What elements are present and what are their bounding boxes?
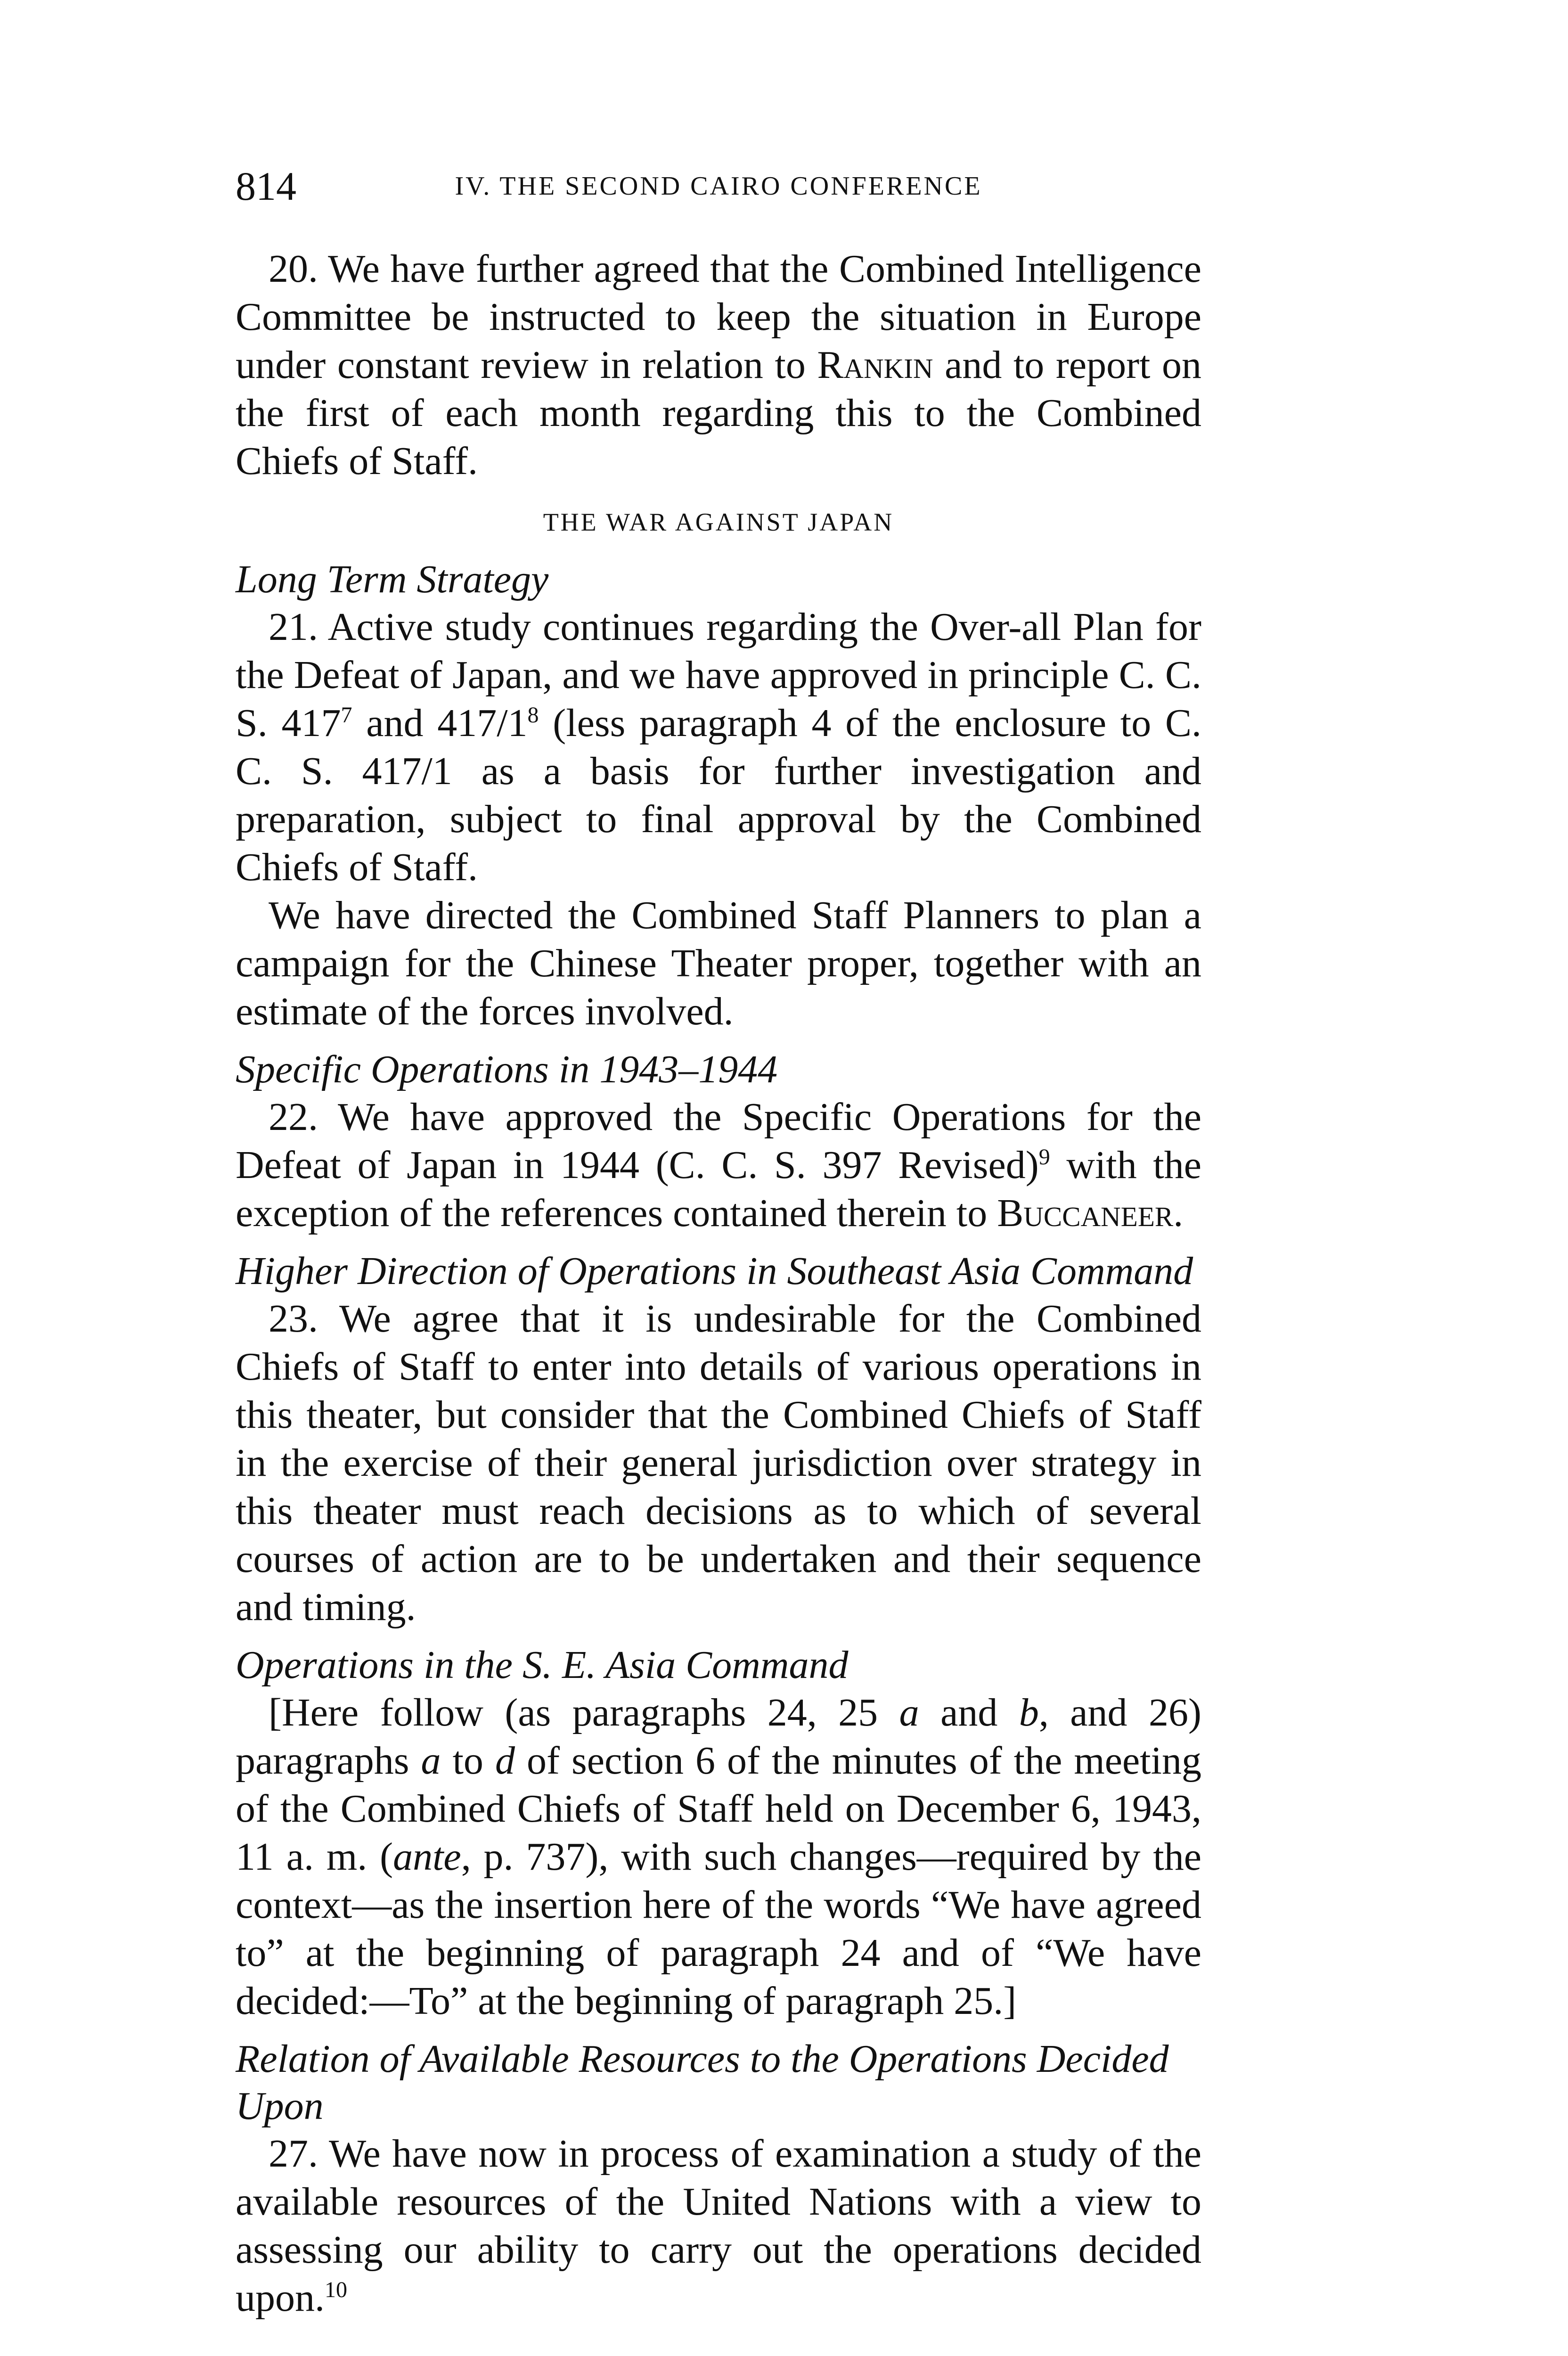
code-name-buccaneer: Buccaneer [997,1191,1174,1235]
subhead-resources: Relation of Available Resources to the Operations Decided Upon [236,2037,1169,2128]
subhead-sea-command: Operations in the S. E. Asia Command [236,1643,849,1687]
note-italic-d: d [495,1739,515,1783]
footnote-ref-8: 8 [527,703,539,728]
paragraph-27 [236,2130,1201,2322]
note-italic-ante: ante [393,1835,461,1879]
note-text-f: , p. 737), with such changes—required by the context—as the insertion here of the words “We have agreed to” at the beginning of paragraph 24 and of “We have decided:—To” at the beginning of paragraph 25.] [236,1835,1201,2023]
subhead-higher-direction: Higher Direction of Operations in Southeast Asia Command [236,1249,1193,1293]
paragraph-22-text-b: with the exception of the references contained therein to [236,1143,1201,1235]
running-head: IV. THE SECOND CAIRO CONFERENCE [455,172,982,201]
paragraph-22-text: 22. We have approved the Specific Operations for the Defeat of Japan in 1944 (C. C. S. 397 Revised) [236,1095,1201,1187]
page-number: 814 [236,164,296,209]
paragraph-21-text-c: (less paragraph 4 of the enclosure to C. C. S. 417/1 as a basis for further investigation and preparation, subject to final approval by the Combined Chiefs of Staff. [236,701,1201,889]
note-italic-b: b [1019,1691,1039,1734]
paragraph-21-continued: We have directed the Combined Staff Planners to plan a campaign for the Chinese Theater proper, together with an estimate of the forces involved. [236,893,1201,1033]
note-italic-a2: a [421,1739,441,1783]
page-body [236,245,1201,2356]
paragraph-20 [236,245,1201,485]
footnote-ref-7: 7 [341,703,352,728]
paragraph-21-text-b: and 417/1 [352,701,528,745]
paragraph-20-text: 20. We have further agreed that the Combined Intelligence Committee be instructed to keep the situation in Europe under constant review in relation to [236,247,1201,387]
paragraph-22-text-c: . [1173,1191,1184,1235]
code-name-rankin: Rankin [817,343,933,387]
paragraph-20-text-end: and to report on the first of each month regarding this to the Combined Chiefs of Staff. [236,343,1201,483]
note-text-c: , and 26) paragraphs [236,1691,1201,1783]
paragraph-23: 23. We agree that it is undesirable for the Combined Chiefs of Staff to enter into details of various operations in this theater, but consider that the Combined Chiefs of Staff in the exercise of their general jurisdiction over strategy in this theater must reach decisions as to which of several courses of action are to be undertaken and their sequence and timing. [236,1297,1201,1629]
footnote-ref-9: 9 [1038,1145,1050,1170]
subhead-long-term-strategy: Long Term Strategy [236,557,549,601]
footnote-ref-10: 10 [325,2277,347,2302]
paragraph-21 [236,603,1201,892]
page-header [236,160,1201,212]
note-text-b: and [919,1691,1019,1734]
paragraph-27-text: 27. We have now in process of examination a study of the available resources of the United Nations with a view to assessing our ability to carry out the operations decided upon. [236,2132,1201,2320]
paragraph-editorial-note [236,1689,1201,2025]
paragraph-22 [236,1093,1201,1237]
note-text-d: to [441,1739,495,1783]
note-text-e: of section 6 of the minutes of the meeting of the Combined Chiefs of Staff held on December 6, 1943, 11 a. m. ( [236,1739,1201,1879]
note-text-a: [Here follow (as paragraphs 24, 25 [269,1691,899,1734]
paragraph-21-text: 21. Active study continues regarding the Over-all Plan for the Defeat of Japan, and we have approved in principle C. C. S. 417 [236,605,1201,745]
note-italic-a: a [899,1691,919,1734]
section-title: THE WAR AGAINST JAPAN [543,508,894,536]
subhead-specific-operations: Specific Operations in 1943–1944 [236,1047,778,1091]
